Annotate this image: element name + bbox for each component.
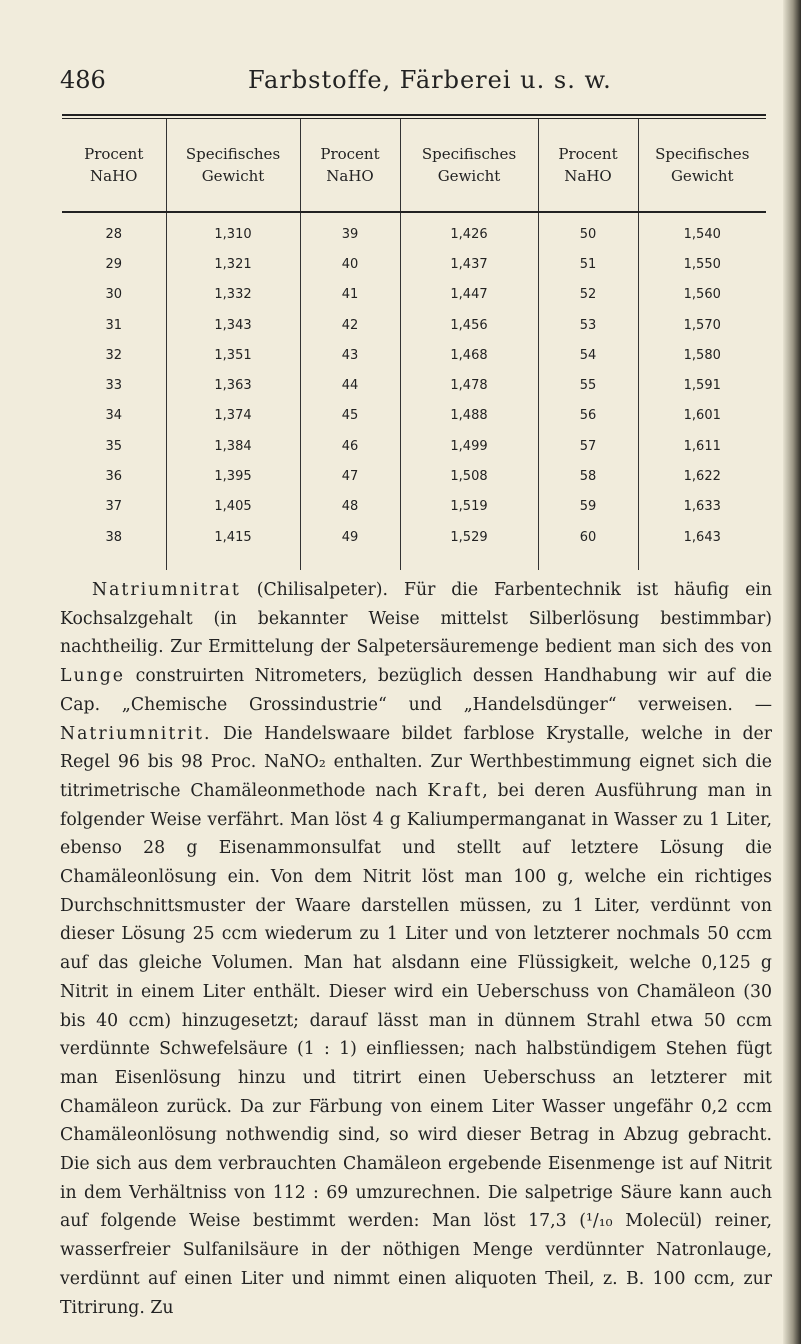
table-cell: 56 [538, 401, 638, 431]
table-cell: 1,437 [400, 249, 538, 279]
table-cell: 33 [62, 370, 166, 400]
col-header-gewicht-1: Specifisches Gewicht [166, 119, 300, 211]
table-body [62, 213, 766, 570]
table-cell: 39 [300, 213, 400, 249]
table-cell: 1,611 [683, 438, 721, 454]
table-cell: 1,622 [683, 469, 721, 485]
table-cell: 1,643 [683, 529, 721, 545]
table-cell: 1,529 [400, 522, 538, 570]
table-cell: 1,415 [166, 522, 300, 570]
table-row [62, 280, 766, 310]
table-cell: 1,374 [166, 401, 300, 431]
table-cell: 54 [538, 340, 638, 370]
table-cell: 1,384 [166, 431, 300, 461]
table-cell: 31 [62, 310, 166, 340]
body-text [60, 576, 772, 1322]
table-cell: 1,426 [400, 213, 538, 249]
table-cell: 1,343 [166, 310, 300, 340]
name-lunge: Lunge [60, 666, 126, 687]
table-cell: 60 [538, 522, 638, 570]
table-cell: 42 [300, 310, 400, 340]
density-table [62, 114, 766, 570]
table-cell: 43 [300, 340, 400, 370]
table-cell: 1,321 [166, 249, 300, 279]
table-cell: 48 [300, 492, 400, 522]
running-title: Farbstoffe, Färberei u. s. w. [248, 66, 612, 94]
table-row [62, 492, 766, 522]
table-cell: 47 [300, 461, 400, 491]
table-cell: 1,591 [683, 378, 721, 394]
table-row [62, 340, 766, 370]
paragraph: Natriumnitrat (Chilisalpeter). Für die Farbentechnik ist häufig ein Kochsalzgehalt (in bekannter Weise mittelst Silberlösung bestimmbar) nachtheilig. Zur Ermittelung der Salpetersäuremenge bedient man sich des von Lunge construirten Nitrometers, bezüglich dessen Handhabung wir auf die Cap. „Chemische Grossindustrie“ und „Handelsdünger“ verweisen. — Natriumnitrit. Die Handelswaare bildet farblose Krystalle, welche in der Regel 96 bis 98 Proc. NaNO₂ enthalten. Zur Werthbestimmung eignet sich die titrimetrische Chamäleonmethode nach Kraft, bei deren Ausführung man in folgender Weise verfährt. Man löst 4 g Kaliumpermanganat in Wasser zu 1 Liter, ebenso 28 g Eisenammonsulfat und stellt auf letztere Lösung die Chamäleonlösung ein. Von dem Nitrit löst man 100 g, welche ein richtiges Durchschnittsmuster der Waare darstellen müssen, zu 1 Liter, verdünnt von dieser Lösung 25 ccm wiederum zu 1 Liter und von letzterer nochmals 50 ccm auf das gleiche Volumen. Man hat alsdann eine Flüssigkeit, welche 0,125 g Nitrit in einem Liter enthält. Dieser wird ein Ueberschuss von Chamäleon (30 bis 40 ccm) hinzugesetzt; darauf lässt man in dünnem Strahl etwa 50 ccm verdünnte Schwefelsäure (1 : 1) einfliessen; nach halbstündigem Stehen fügt man Eisenlösung hinzu und titrirt einen Ueberschuss an letzterer mit Chamäleon zurück. Da zur Färbung von einem Liter Wasser ungefähr 0,2 ccm Chamäleonlösung nothwendig sind, so wird dieser Betrag in Abzug gebracht. Die sich aus dem verbrauchten Chamäleon ergebende Eisenmenge ist auf Nitrit in dem Verhältniss von 112 : 69 umzurechnen. Die salpetrige Säure kann auch auf folgende Weise bestimmt werden: Man löst 17,3 (¹/₁₀ Molecül) reiner, wasserfreier Sulfanilsäure in der nöthigen Menge verdünnter Natronlauge, verdünnt auf einen Liter und nimmt einen aliquoten Theil, z. B. 100 ccm, zur Titrirung. Zu [60, 580, 772, 1318]
col-header-procent-1: Procent NaHO [62, 119, 166, 211]
table-cell: 1,405 [166, 492, 300, 522]
table-cell: 49 [300, 522, 400, 570]
table-cell: 35 [62, 431, 166, 461]
table-cell: 1,499 [400, 431, 538, 461]
page-header [60, 66, 761, 102]
table-cell: 58 [538, 461, 638, 491]
table-cell: 1,570 [683, 317, 721, 333]
table-cell: 50 [538, 213, 638, 249]
table-cell: 1,395 [166, 461, 300, 491]
col-header-gewicht-3: Specifisches Gewicht [655, 145, 750, 185]
table-cell: 59 [538, 492, 638, 522]
table-cell: 38 [62, 522, 166, 570]
table-cell: 1,447 [400, 280, 538, 310]
term-natriumnitrit: Natriumnitrit. [60, 723, 212, 744]
table-cell: 1,508 [400, 461, 538, 491]
table-row [62, 461, 766, 491]
table-row [62, 522, 766, 570]
table-top-rule [62, 114, 766, 116]
table-cell: 46 [300, 431, 400, 461]
table-cell: 53 [538, 310, 638, 340]
table-cell: 1,456 [400, 310, 538, 340]
table-cell: 1,633 [683, 499, 721, 515]
table-cell: 34 [62, 401, 166, 431]
table-cell: 1,550 [683, 256, 721, 272]
table-cell: 1,519 [400, 492, 538, 522]
table-cell: 41 [300, 280, 400, 310]
table-cell: 55 [538, 370, 638, 400]
table-cell: 52 [538, 280, 638, 310]
table-cell: 1,580 [683, 347, 721, 363]
table-header-row [62, 119, 766, 211]
name-kraft: Kraft [427, 780, 483, 801]
table-cell: 1,310 [166, 213, 300, 249]
table-cell: 28 [62, 213, 166, 249]
page-number: 486 [60, 66, 106, 94]
table-row [62, 213, 766, 249]
table-cell: 1,332 [166, 280, 300, 310]
table-row [62, 310, 766, 340]
table-row [62, 249, 766, 279]
table-cell: 36 [62, 461, 166, 491]
table-cell: 1,540 [683, 226, 721, 242]
table-cell: 40 [300, 249, 400, 279]
table-cell: 1,601 [683, 408, 721, 424]
table-row [62, 431, 766, 461]
table-cell: 30 [62, 280, 166, 310]
table-cell: 44 [300, 370, 400, 400]
page-edge-shadow [783, 0, 801, 1344]
col-header-procent-2: Procent NaHO [300, 119, 400, 211]
table-cell: 51 [538, 249, 638, 279]
table-cell: 57 [538, 431, 638, 461]
table-row [62, 401, 766, 431]
table-cell: 37 [62, 492, 166, 522]
table-cell: 1,478 [400, 370, 538, 400]
table-cell: 1,351 [166, 340, 300, 370]
table-cell: 1,468 [400, 340, 538, 370]
table-row [62, 370, 766, 400]
table-cell: 45 [300, 401, 400, 431]
table-cell: 1,363 [166, 370, 300, 400]
table-cell: 32 [62, 340, 166, 370]
col-header-gewicht-2: Specifisches Gewicht [400, 119, 538, 211]
table-cell: 1,488 [400, 401, 538, 431]
col-header-procent-3: Procent NaHO [538, 119, 638, 211]
table-cell: 1,560 [683, 287, 721, 303]
table-cell: 29 [62, 249, 166, 279]
term-natriumnitrat: Natriumnitrat [92, 580, 241, 600]
